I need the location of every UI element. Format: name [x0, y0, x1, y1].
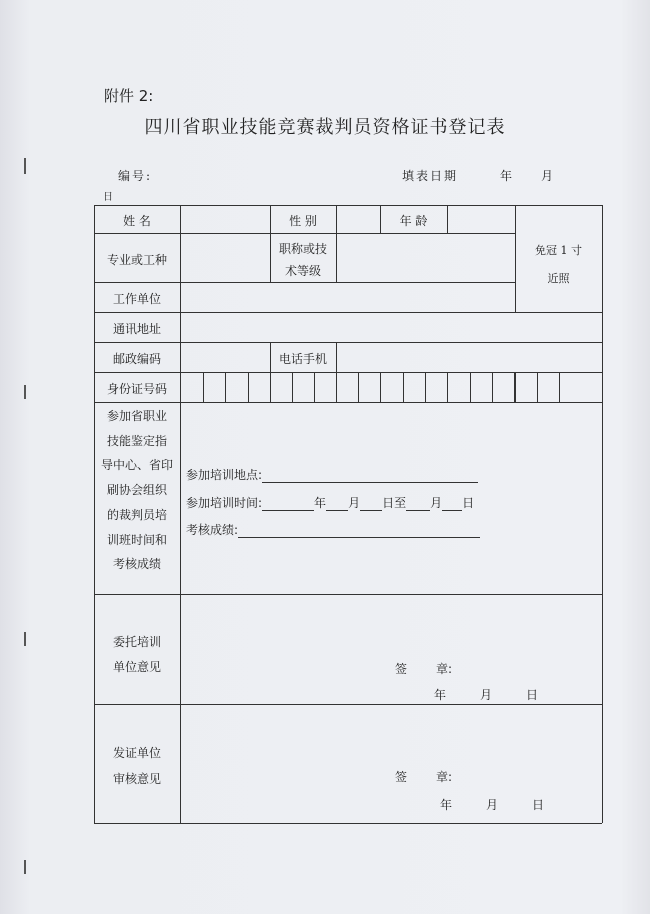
exam-score-blank[interactable]: [238, 524, 480, 538]
issuer-line1: 发证单位: [112, 746, 161, 760]
issuer-date-month: 月: [486, 798, 499, 812]
training-label-line: 技能鉴定指: [106, 433, 167, 448]
age-field[interactable]: [449, 207, 513, 231]
title-grade-field[interactable]: [338, 235, 513, 280]
time-month: 月: [348, 496, 361, 510]
entrust-date-month: 月: [480, 688, 493, 702]
training-place-label: 参加培训地点:: [186, 468, 263, 482]
age-label: 年 龄: [399, 214, 428, 228]
training-time-row: [186, 494, 474, 511]
training-place-row: [186, 466, 478, 483]
title-grade-line2: 术等级: [284, 264, 321, 278]
entrust-line2: 单位意见: [112, 660, 161, 674]
gender-field[interactable]: [338, 207, 378, 231]
fill-date-day: 日: [103, 192, 115, 203]
number-label: 编号:: [118, 169, 153, 183]
entrust-seal: 签: [395, 662, 408, 676]
work-unit-field[interactable]: [182, 284, 513, 310]
fill-date-year: 年: [500, 169, 515, 183]
exam-score-label: 考核成绩:: [186, 523, 239, 537]
page-title: 四川省职业技能竞赛裁判员资格证书登记表: [144, 117, 506, 138]
issuer-seal: 签: [395, 770, 408, 784]
binding-mark: [24, 158, 26, 174]
postal-field[interactable]: [182, 344, 268, 370]
training-label-line: 刷协会组织: [106, 483, 167, 498]
gender-label: 性 别: [289, 214, 317, 228]
issuer-seal2: 章:: [436, 770, 453, 784]
issuer-date-day: 日: [532, 798, 545, 812]
binding-mark: [24, 385, 26, 399]
training-time-label: 参加培训时间:: [186, 496, 263, 510]
entrust-date-year: 年: [434, 688, 447, 702]
training-label-line: 训班时间和: [106, 532, 167, 547]
training-label-line: 参加省职业: [106, 409, 167, 423]
time-day2-blank[interactable]: [442, 497, 462, 511]
phone-label: 电话手机: [278, 352, 327, 366]
phone-field[interactable]: [338, 344, 600, 370]
training-label-line: 考核成绩: [112, 557, 161, 572]
issuer-date-year: 年: [440, 798, 453, 812]
specialty-field[interactable]: [182, 235, 268, 280]
photo-line2: 近照: [547, 272, 570, 285]
id-number-field[interactable]: [182, 374, 600, 400]
exam-score-row: [186, 521, 480, 538]
training-place-blank[interactable]: [262, 469, 478, 483]
issuer-opinion-field[interactable]: [182, 706, 600, 761]
address-field[interactable]: [182, 314, 600, 340]
address-label: 通讯地址: [112, 322, 161, 336]
time-day-blank[interactable]: [360, 497, 382, 511]
attachment-label: 附件 2:: [104, 87, 154, 105]
time-month2: 月: [430, 496, 443, 510]
time-year: 年: [314, 496, 327, 510]
title-grade-line1: 职称或技: [278, 242, 327, 256]
issuer-line2: 审核意见: [112, 772, 161, 786]
training-label-line: 的裁判员培: [106, 507, 167, 522]
time-year-blank[interactable]: [262, 497, 314, 511]
entrust-date-day: 日: [526, 688, 539, 702]
binding-mark: [24, 860, 26, 874]
id-label: 身份证号码: [106, 382, 167, 396]
time-month-blank[interactable]: [326, 497, 348, 511]
time-month2-blank[interactable]: [406, 497, 430, 511]
postal-label: 邮政编码: [112, 352, 161, 366]
photo-line1: 免冠 1 寸: [535, 244, 582, 257]
training-label-line: 导中心、省印: [100, 458, 173, 473]
fill-date-label: 填表日期: [402, 169, 459, 183]
fill-date-month: 月: [541, 169, 556, 183]
work-unit-label: 工作单位: [112, 292, 161, 306]
entrust-opinion-field[interactable]: [182, 596, 600, 646]
time-day-to: 日至: [382, 496, 407, 510]
name-field[interactable]: [182, 207, 268, 231]
binding-mark: [24, 632, 26, 646]
time-day2: 日: [462, 496, 475, 510]
entrust-seal2: 章:: [436, 662, 453, 676]
specialty-label: 专业或工种: [106, 253, 167, 267]
entrust-line1: 委托培训: [112, 635, 161, 649]
name-label: 姓 名: [123, 214, 151, 228]
